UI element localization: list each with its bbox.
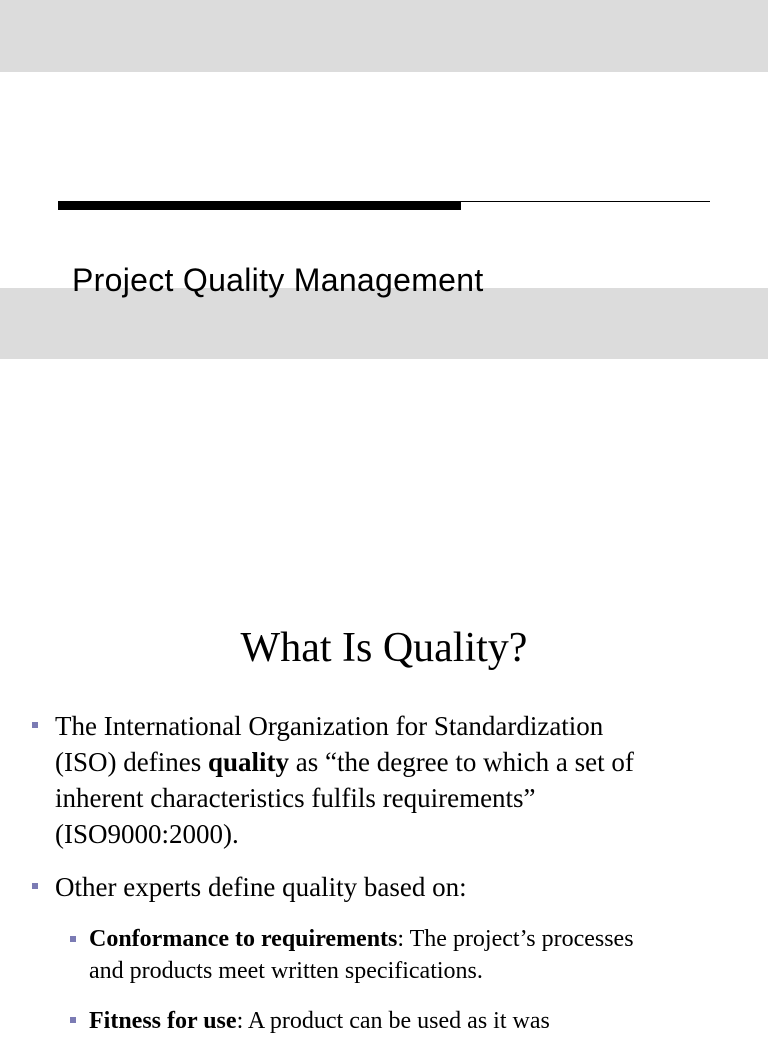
quality-term: quality [207,747,289,777]
bullet-other-experts: Other experts define quality based on: [55,872,467,902]
sub-bullet-fitness [89,1005,761,1037]
title-rule-thin [461,201,710,202]
square-bullet-icon [32,722,38,728]
square-bullet-icon [70,936,76,942]
slide-heading: What Is Quality? [240,625,528,671]
bullet-iso-definition [55,708,755,852]
iso-line-2-start: (ISO) defines [55,747,208,777]
sub-bullet-conformance [89,923,761,987]
iso-line-1: The International Organization for Standardization [55,711,604,741]
conformance-term: Conformance to requirements [89,926,398,952]
iso-line-3: inherent characteristics fulfils requirements” [55,783,536,813]
fitness-text: : A product can be used as it was [236,1008,550,1034]
presentation-title: Project Quality Management [72,262,484,298]
header-band [0,0,768,72]
iso-line-2-end: as “the degree to which a set of [289,747,634,777]
conformance-text: : The project’s processes [397,926,634,952]
square-bullet-icon [70,1017,76,1023]
iso-line-4: (ISO9000:2000). [55,819,239,849]
fitness-term: Fitness for use [89,1008,237,1034]
iso-line-2 [55,744,755,780]
title-rule-thick [58,201,461,210]
conformance-line-1 [89,923,761,955]
square-bullet-icon [32,883,38,889]
conformance-line-2: and products meet written specifications. [89,958,483,984]
